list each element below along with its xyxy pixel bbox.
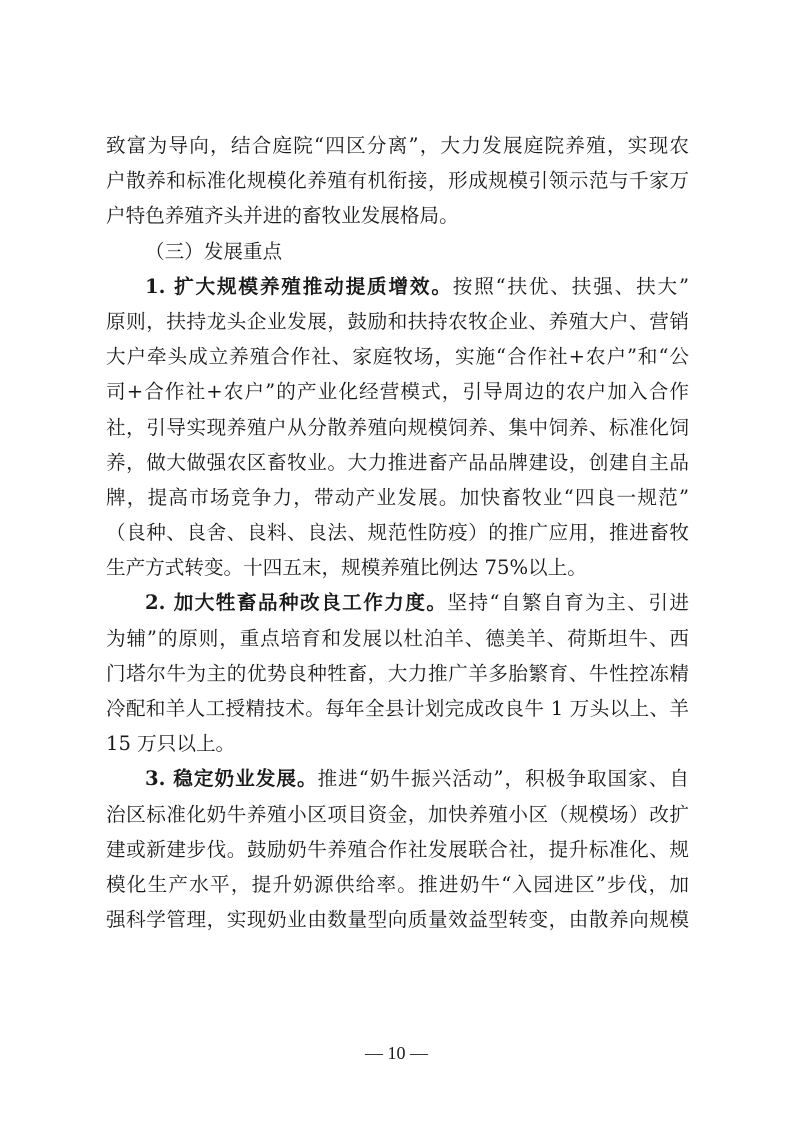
page-number: — 10 — bbox=[365, 1043, 428, 1063]
paragraph-line: （良种、良舍、良料、良法、规范性防疫）的推广应用，推进畜牧 bbox=[106, 521, 689, 545]
paragraph-line: 15 万只以上。 bbox=[106, 732, 236, 756]
paragraph-line: 治区标准化奶牛养殖小区项目资金，加快养殖小区（规模场）改扩 bbox=[106, 802, 689, 826]
item3-first-line-text: 推进“奶牛振兴活动”，积极争取国家、自 bbox=[317, 767, 689, 791]
item1-first-line-text: 按照“扶优、扶强、扶大” bbox=[452, 274, 689, 298]
item2-title: 2. 加大牲畜品种改良工作力度。 bbox=[145, 591, 448, 615]
section-heading: （三）发展重点 bbox=[145, 239, 283, 263]
body-text bbox=[106, 128, 689, 937]
paragraph-line: 建或新建步伐。鼓励奶牛养殖合作社发展联合社，提升标准化、规 bbox=[106, 837, 689, 861]
item2-first-line bbox=[106, 585, 689, 620]
paragraph-line: 模化生产水平，提升奶源供给率。推进奶牛“入园进区”步伐，加 bbox=[106, 872, 689, 896]
paragraph-line: 养，做大做强农区畜牧业。大力推进畜产品品牌建设，创建自主品 bbox=[106, 450, 689, 474]
item3-title: 3. 稳定奶业发展。 bbox=[145, 767, 318, 791]
paragraph-line: 致富为导向，结合庭院“四区分离”，大力发展庭院养殖，实现农 bbox=[106, 134, 689, 157]
paragraph-line: 司+合作社+农户”的产业化经营模式，引导周边的农户加入合作 bbox=[106, 380, 689, 404]
paragraph-line: 户特色养殖齐头并进的畜牧业发展格局。 bbox=[106, 204, 459, 228]
item3-first-line bbox=[106, 761, 689, 796]
paragraph-line: 大户牵头成立养殖合作社、家庭牧场，实施“合作社+农户”和“公 bbox=[106, 345, 689, 369]
paragraph-line: 为辅”的原则，重点培育和发展以杜泊羊、德美羊、荷斯坦牛、西 bbox=[106, 626, 689, 650]
paragraph-line: 户散养和标准化规模化养殖有机衔接，形成规模引领示范与千家万 bbox=[106, 169, 689, 193]
paragraph-line: 门塔尔牛为主的优势良种牲畜，大力推广羊多胎繁育、牛性控冻精 bbox=[106, 661, 689, 685]
paragraph-line: 社，引导实现养殖户从分散养殖向规模饲养、集中饲养、标准化饲 bbox=[106, 415, 689, 439]
paragraph-line: 牌，提高市场竞争力，带动产业发展。加快畜牧业“四良一规范” bbox=[106, 485, 689, 509]
paragraph-line: 生产方式转变。十四五末，规模养殖比例达 75%以上。 bbox=[106, 556, 587, 580]
item2-first-line-text: 坚持“自繁自育为主、引进 bbox=[447, 591, 689, 615]
paragraph-line: 强科学管理，实现奶业由数量型向质量效益型转变，由散养向规模 bbox=[106, 908, 689, 932]
paragraph-line: 冷配和羊人工授精技术。每年全县计划完成改良牛 1 万头以上、羊 bbox=[106, 697, 689, 720]
item1-first-line bbox=[106, 269, 689, 304]
item1-title: 1. 扩大规模养殖推动提质增效。 bbox=[145, 274, 453, 298]
paragraph-line: 原则，扶持龙头企业发展，鼓励和扶持农牧企业、养殖大户、营销 bbox=[106, 309, 689, 333]
